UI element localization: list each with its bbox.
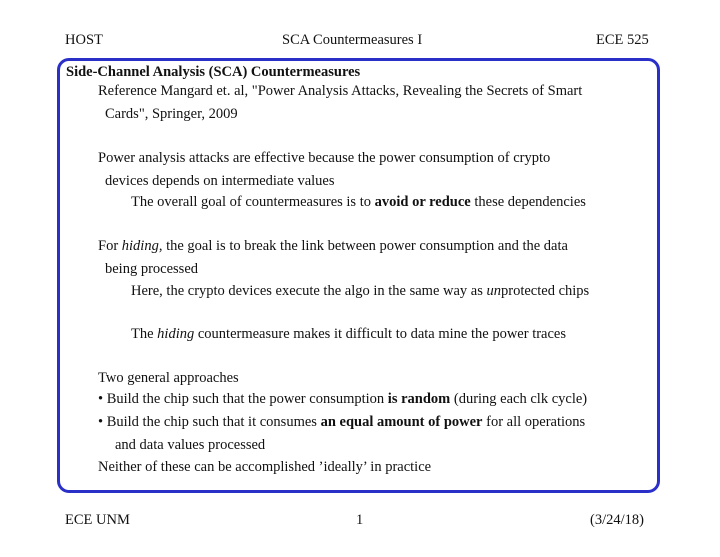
paragraph-2-line-1	[98, 237, 568, 255]
paragraph-2-sub-2	[131, 325, 566, 343]
text-run: The	[131, 326, 158, 342]
text-run: for all operations	[482, 414, 586, 430]
paragraph-1-line-1: Power analysis attacks are effective because the power consumption of crypto	[98, 150, 551, 166]
text-run: • Build the chip such that the power consumption	[98, 391, 388, 407]
closing-line: Neither of these can be accomplished ’ideally’ in practice	[98, 459, 432, 475]
paragraph-1-line-2: devices depends on intermediate values	[105, 173, 335, 189]
bullet-2	[98, 413, 585, 431]
page-number: 1	[356, 512, 364, 528]
reference-line-2: Cards", Springer, 2009	[105, 106, 238, 122]
slide-title: Side-Channel Analysis (SCA) Countermeasures	[66, 64, 361, 80]
paragraph-3-intro: Two general approaches	[98, 370, 239, 386]
paragraph-2-sub-1	[131, 282, 589, 300]
paragraph-2-line-2: being processed	[105, 261, 199, 277]
text-run: protected chips	[501, 283, 590, 299]
footer-date: (3/24/18)	[590, 512, 644, 528]
bullet-2-line-2: and data values processed	[115, 437, 266, 453]
text-run: countermeasure makes it difficult to data mine the power traces	[194, 326, 566, 342]
emphasis-text: an equal amount of power	[320, 414, 483, 430]
text-run: , the goal is to break the link between power consumption and the data	[158, 238, 568, 254]
header-right: ECE 525	[596, 32, 649, 48]
text-run: these dependencies	[470, 194, 586, 210]
text-run: • Build the chip such that it consumes	[98, 414, 321, 430]
footer-left: ECE UNM	[65, 512, 130, 528]
header-title: SCA Countermeasures I	[282, 32, 423, 48]
text-run: For	[98, 238, 122, 254]
italic-text: un	[486, 283, 502, 299]
reference-line-1: Reference Mangard et. al, "Power Analysis Attacks, Revealing the Secrets of Smart	[98, 83, 583, 99]
text-run: (during each clk cycle)	[450, 391, 588, 407]
paragraph-1-sub	[131, 193, 586, 211]
italic-text: hiding	[121, 238, 159, 254]
italic-text: hiding	[157, 326, 195, 342]
emphasis-text: avoid or reduce	[374, 194, 471, 210]
text-run: The overall goal of countermeasures is to	[131, 194, 375, 210]
text-run: Here, the crypto devices execute the algo in the same way as	[131, 283, 487, 299]
emphasis-text: is random	[387, 391, 451, 407]
header-left: HOST	[65, 32, 103, 48]
bullet-1	[98, 390, 587, 408]
